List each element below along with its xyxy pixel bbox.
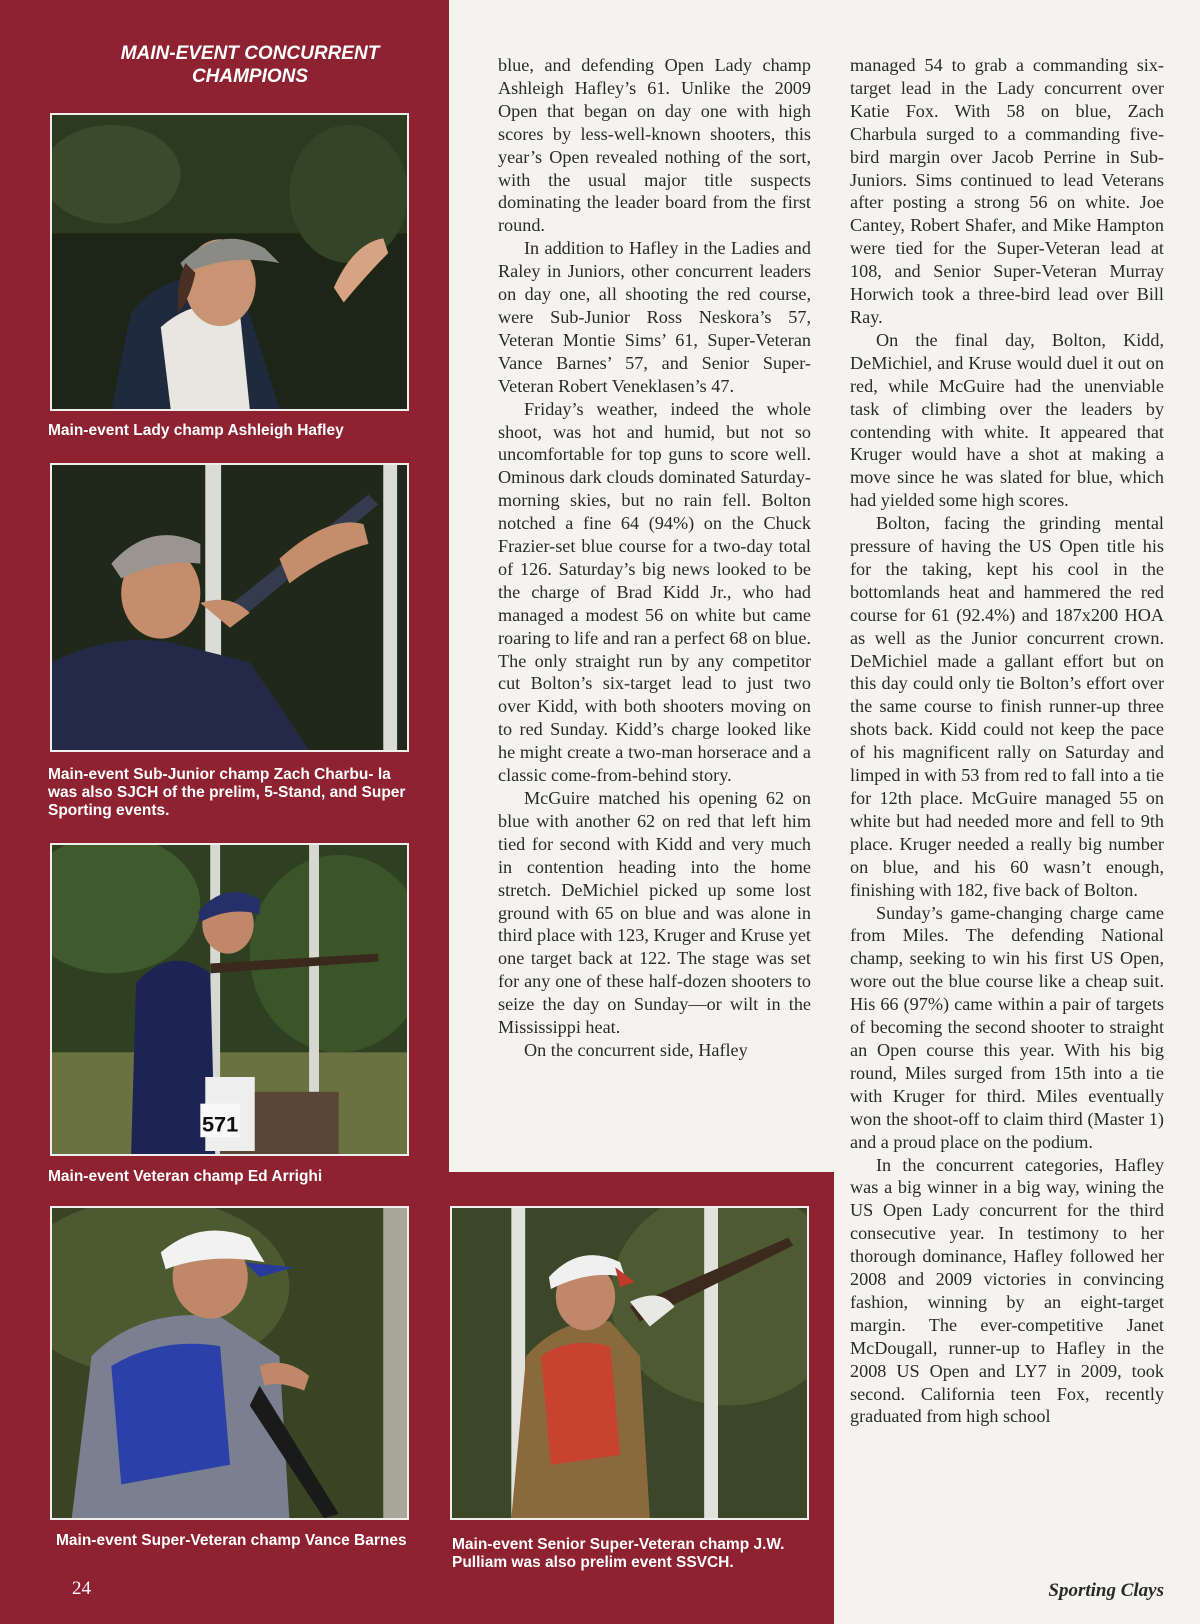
sidebar-title-line2: CHAMPIONS bbox=[191, 66, 309, 87]
paragraph: On the final day, Bolton, Kidd, DeMichiel, and Kruse would duel it out on red, while McGuire had the unenviable task of climbing over the leaders by contending with white. It appeared that Kruger would have a shot at making a move since he was slated for blue, which had yielded some high scores. bbox=[850, 329, 1164, 511]
sidebar-title-line1: MAIN-EVENT CONCURRENT bbox=[120, 43, 380, 64]
paragraph: McGuire matched his opening 62 on blue with another 62 on red that left him tied for second with Kidd and very much in contention heading into the home stretch. DeMichiel picked up some lost ground with 65 on blue and was alone in third place with 123, Kruger and Kruse yet one target back at 122. The stage was set for any one of these half-dozen shooters to seize the day on Sunday—or wilt in the Mississippi heat. bbox=[498, 788, 811, 1038]
photo-veteran-champ bbox=[50, 843, 409, 1156]
magazine-name: Sporting Clays bbox=[1048, 1580, 1164, 1601]
paragraph: In addition to Hafley in the Ladies and Raley in Juniors, other concurrent leaders on day one, all shooting the red course, were Sub-Junior Ross Neskora’s 57, Veteran Montie Sims’ 61, Super-Veteran Vance Barnes’ 57, and Senior Super-Veteran Robert Veneklasen’s 47. bbox=[498, 238, 811, 396]
paragraph: blue, and defending Open Lady champ Ashleigh Hafley’s 61. Unlike the 2009 Open that began on day one with high scores by less-well-known shooters, this year’s Open revealed nothing of the sort, with the usual major title suspects dominating the leader board from the first round. bbox=[498, 55, 811, 236]
photo-super-veteran-champ bbox=[50, 1206, 409, 1520]
paragraph: Bolton, facing the grinding mental pressure of having the US Open title his for the taking, kept his cool in the bottomlands heat and hammered the red course for 61 (92.4%) and 187x200 HOA as well as the Junior concurrent crown. DeMichiel made a gallant effort but on this day could only tie Bolton’s effort over the same course to finish runner-up three shots back. Kidd could not keep the pace of his magnificent rally on Saturday and limped in with 53 from red to fall into a tie for 12th place. McGuire managed 55 on white but had needed more and fell to 9th place. Kruger needed a really big number on blue, and his 60 wasn’t enough, finishing with 182, five back of Bolton. bbox=[850, 513, 1164, 900]
photo-lady-champ bbox=[50, 113, 409, 411]
bib-number: 571 bbox=[201, 1111, 239, 1137]
page-number: 24 bbox=[72, 1578, 91, 1599]
article-column-1 bbox=[498, 54, 811, 1062]
photo-senior-super-veteran-champ bbox=[450, 1206, 809, 1520]
photo-sub-junior-champ bbox=[50, 463, 409, 752]
paragraph: Sunday’s game-changing charge came from Miles. The defending National champ, seeking to win his first US Open, wore out the blue course like a cheap suit. His 66 (97%) came within a pair of targets of becoming the second shooter to straight an Open course this year. With his big round, Miles surged from 15th into a tie with Kruger for third. Miles eventually won the shoot-off to claim third (Master 1) and a proud place on the podium. bbox=[850, 902, 1164, 1152]
photo-caption: Main-event Lady champ Ashleigh Hafley bbox=[48, 422, 344, 439]
sidebar-title bbox=[40, 42, 460, 88]
photo-caption: Main-event Veteran champ Ed Arrighi bbox=[48, 1168, 323, 1185]
photo-caption: Main-event Super-Veteran champ Vance Barnes bbox=[56, 1532, 407, 1549]
paragraph: On the concurrent side, Hafley bbox=[524, 1039, 748, 1060]
photo-caption: Main-event Sub-Junior champ Zach Charbu- la was also SJCH of the prelim, 5-Stand, and Super Sporting events. bbox=[48, 766, 406, 819]
paragraph: In the concurrent categories, Hafley was a big winner in a big way, wining the US Open Lady concurrent for the third consecutive year. In testimony to her thorough dominance, Hafley followed her 2008 and 2009 victories in convincing fashion, winning by an eight-target margin. The ever-competitive Janet McDougall, runner-up to Hafley in the 2008 US Open and LY7 in 2009, took second. California teen Fox, recently graduated from high school bbox=[850, 1154, 1164, 1427]
article-column-2 bbox=[850, 54, 1164, 1428]
photo-caption: Main-event Senior Super-Veteran champ J.W. Pulliam was also prelim event SSVCH. bbox=[452, 1536, 785, 1571]
paragraph: managed 54 to grab a commanding six-target lead in the Lady concurrent over Katie Fox. With 58 on blue, Zach Charbula surged to a commanding five-bird margin over Jacob Perrine in Sub-Juniors. Sims continued to lead Veterans after posting a strong 56 on white. Joe Cantey, Robert Shafer, and Mike Hampton were tied for the Super-Veteran lead at 108, and Senior Super-Veteran Murray Horwich took a three-bird lead over Bill Ray. bbox=[850, 55, 1164, 327]
paragraph: Friday’s weather, indeed the whole shoot, was hot and humid, but not so uncomfortable for top guns to score well. Ominous dark clouds dominated Saturday-morning skies, but no rain fell. Bolton notched a fine 64 (94%) on the Chuck Frazier-set blue course for a two-day total of 126. Saturday’s big news looked to be the charge of Brad Kidd Jr., who had managed a modest 56 on white but came roaring to life and ran a perfect 68 on blue. The only straight run by any competitor cut Bolton’s six-target lead to just two over Kidd, with both shooters moving on to red Sunday. Kidd’s charge looked like he might create a two-man horserace and a classic come-from-behind story. bbox=[498, 398, 811, 786]
